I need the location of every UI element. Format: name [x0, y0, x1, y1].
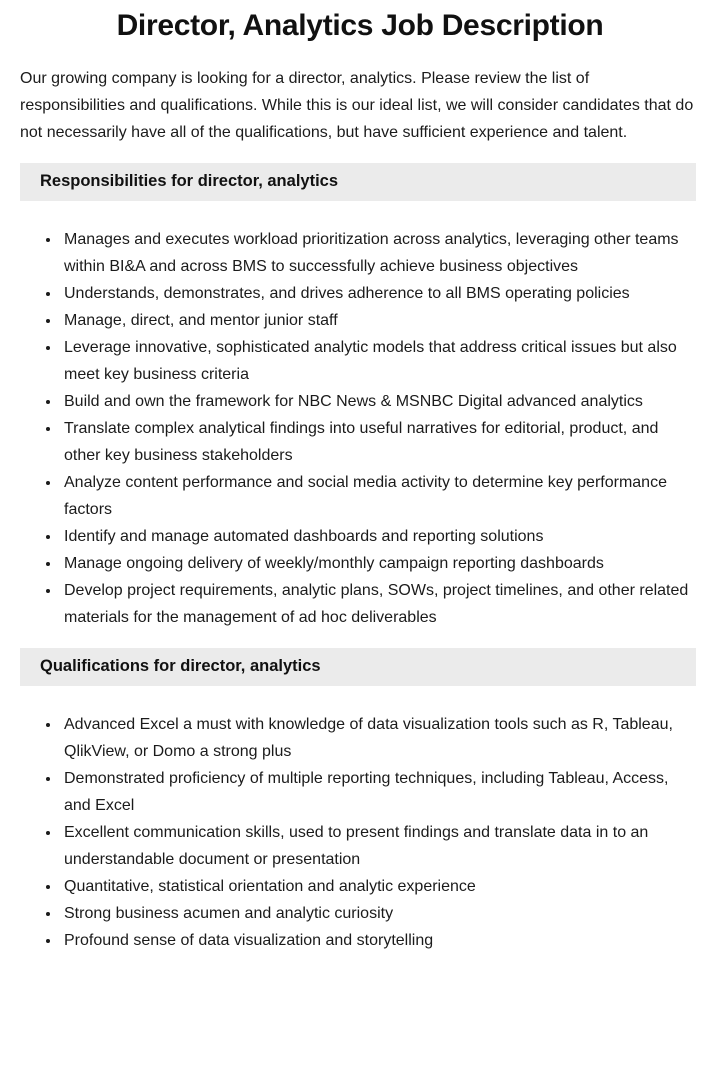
responsibilities-section-header: Responsibilities for director, analytics: [20, 163, 696, 201]
list-item: • Analyze content performance and social media activity to determine key performance factors: [61, 469, 696, 523]
list-item: • Manage ongoing delivery of weekly/monthly campaign reporting dashboards: [61, 550, 696, 577]
list-item: • Translate complex analytical findings into useful narratives for editorial, product, and other key business stakeholders: [61, 415, 696, 469]
responsibilities-list: [20, 226, 696, 631]
list-item: • Manage, direct, and mentor junior staff: [61, 307, 696, 334]
list-item: • Manages and executes workload prioritization across analytics, leveraging other teams within BI&A and across BMS to successfully achieve business objectives: [61, 226, 696, 280]
list-item: • Build and own the framework for NBC News & MSNBC Digital advanced analytics: [61, 388, 696, 415]
list-item: • Excellent communication skills, used to present findings and translate data in to an understandable document or presentation: [61, 819, 696, 873]
page-title: Director, Analytics Job Description: [116, 9, 604, 42]
list-item: • Demonstrated proficiency of multiple reporting techniques, including Tableau, Access, and Excel: [61, 765, 696, 819]
list-item: • Leverage innovative, sophisticated analytic models that address critical issues but also meet key business criteria: [61, 334, 696, 388]
list-item: • Identify and manage automated dashboards and reporting solutions: [61, 523, 696, 550]
list-item: • Profound sense of data visualization and storytelling: [61, 927, 696, 954]
qualifications-list: [20, 711, 696, 954]
intro-paragraph: Our growing company is looking for a director, analytics. Please review the list of responsibilities and qualifications. While this is our ideal list, we will consider candidates that do not necessarily have all of the qualifications, but have sufficient experience and talent.: [20, 70, 694, 141]
qualifications-section-header: Qualifications for director, analytics: [20, 648, 696, 686]
list-item: • Develop project requirements, analytic plans, SOWs, project timelines, and other related materials for the management of ad hoc deliverables: [61, 577, 696, 631]
list-item: • Understands, demonstrates, and drives adherence to all BMS operating policies: [61, 280, 696, 307]
list-item: • Quantitative, statistical orientation and analytic experience: [61, 873, 696, 900]
list-item: • Advanced Excel a must with knowledge of data visualization tools such as R, Tableau, QlikView, or Domo a strong plus: [61, 711, 696, 765]
list-item: • Strong business acumen and analytic curiosity: [61, 900, 696, 927]
